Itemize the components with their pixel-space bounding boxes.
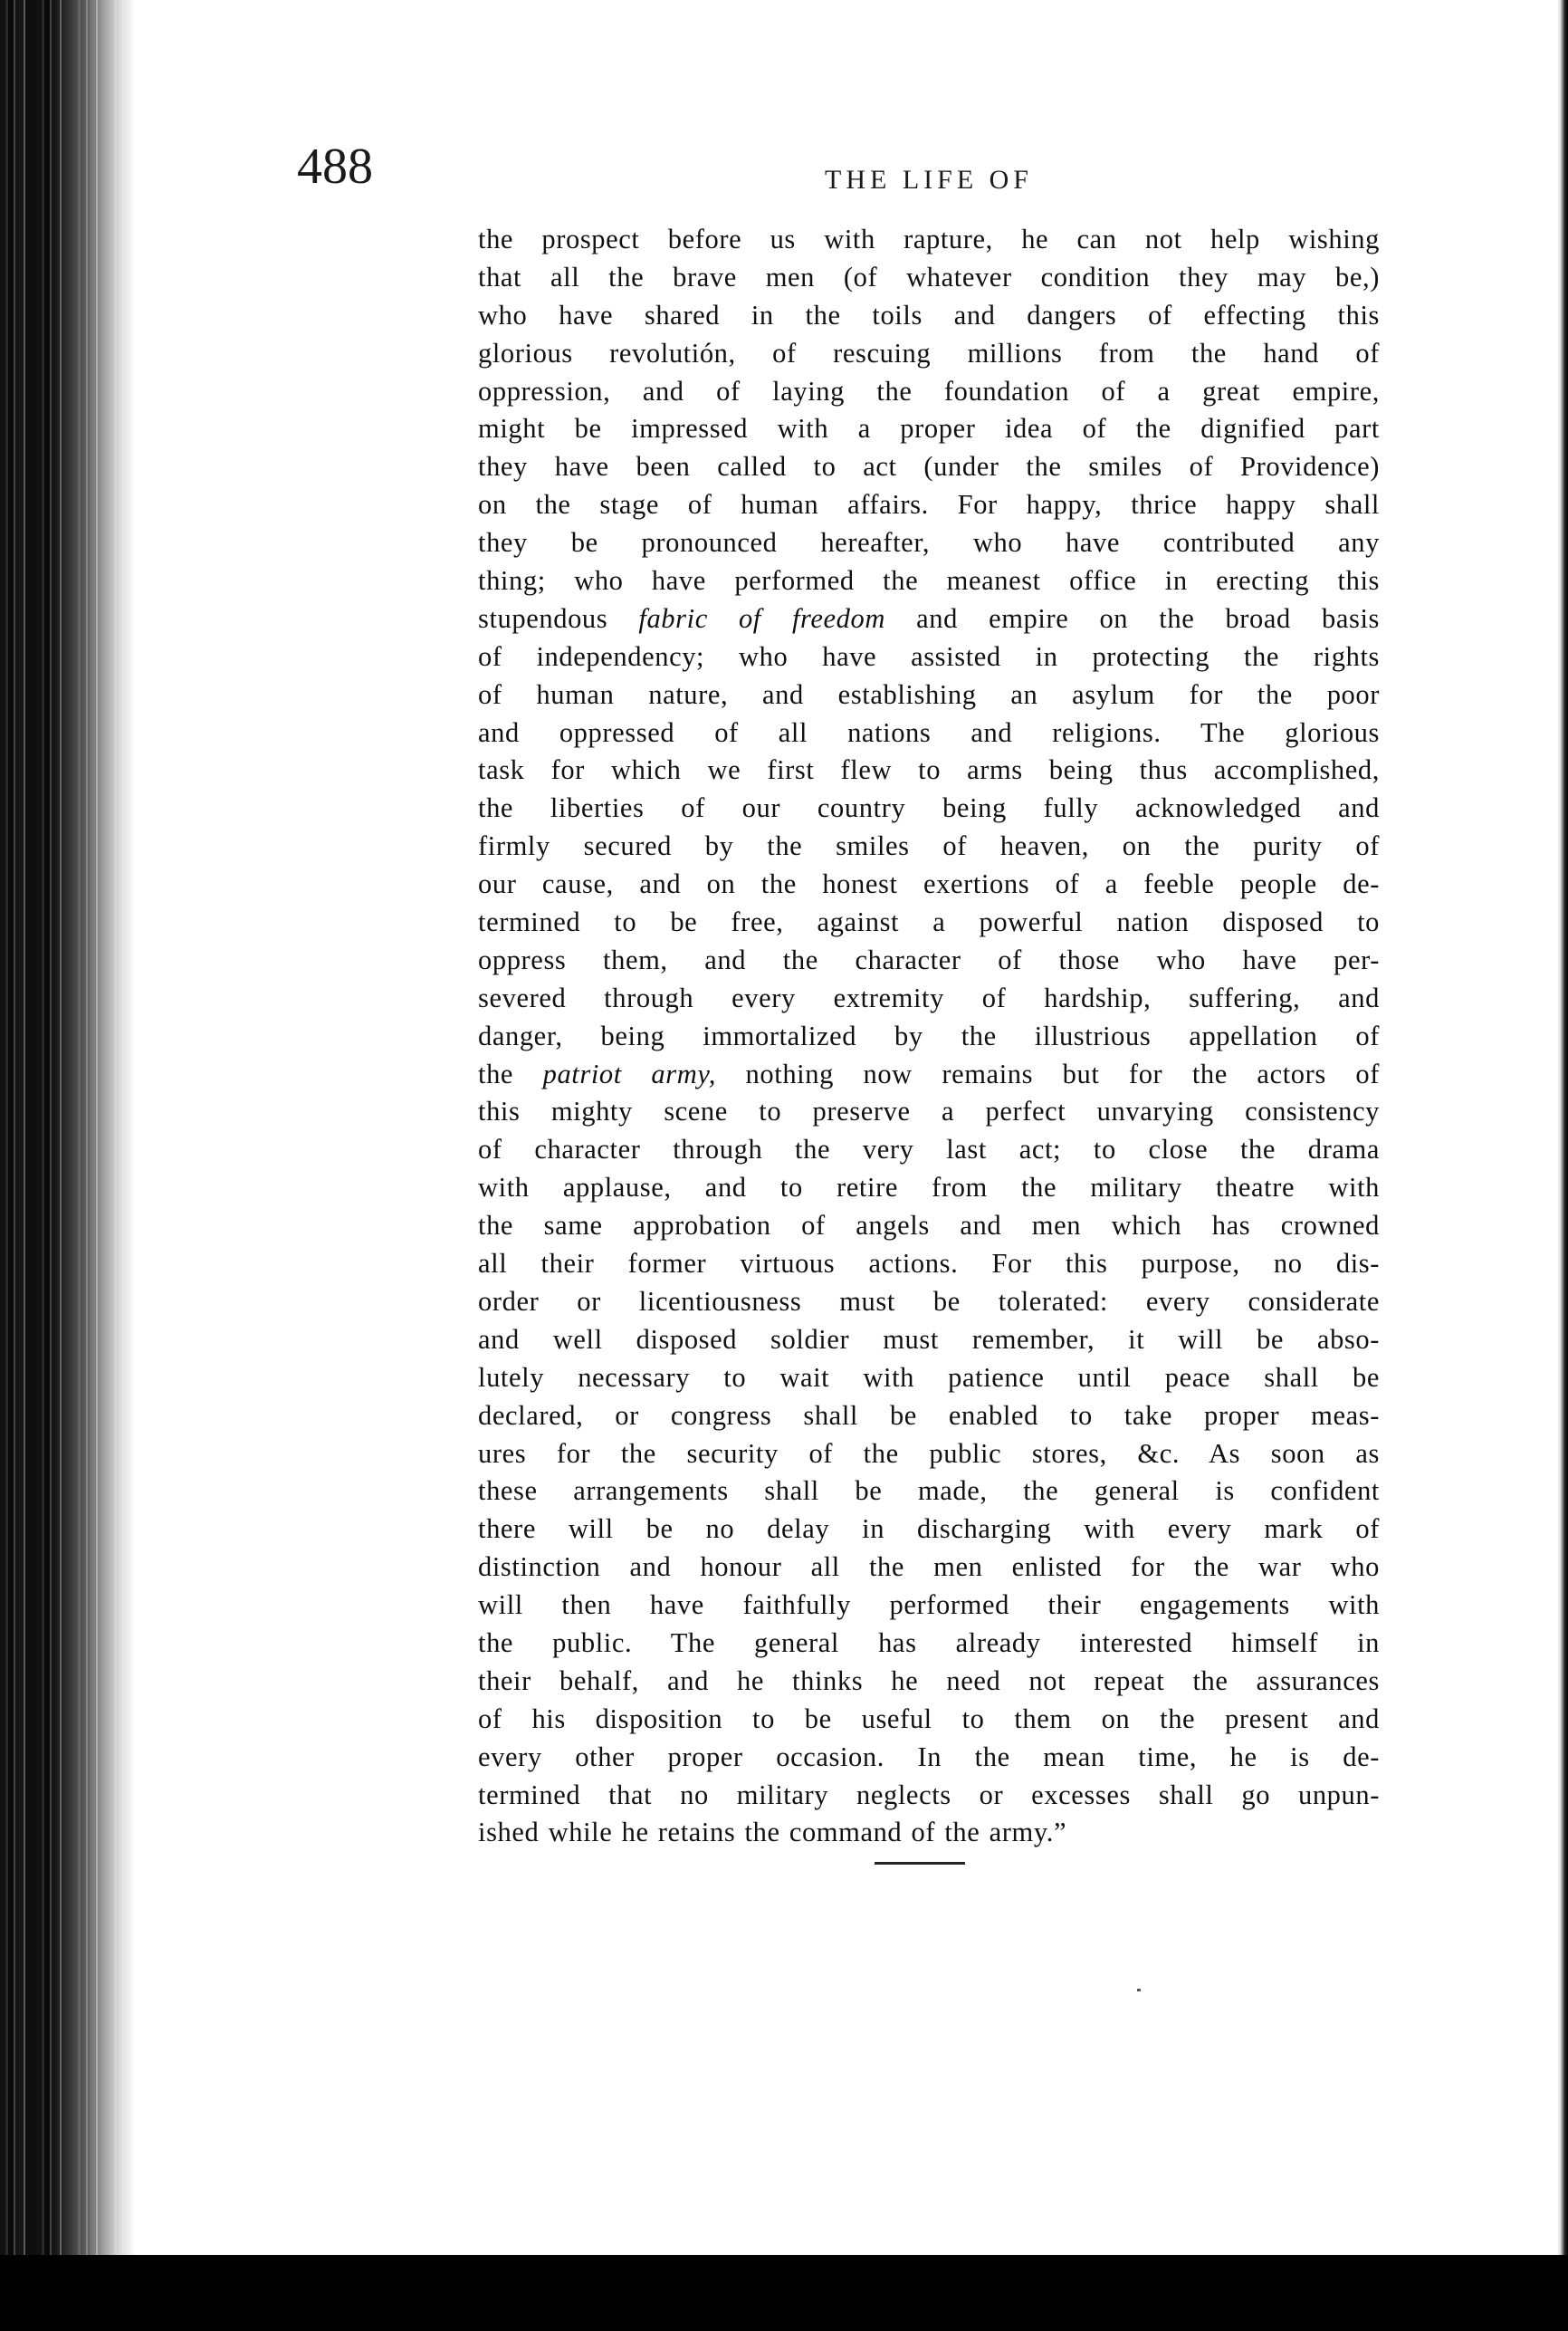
- text-line-segment: and empire on the broad basis: [885, 602, 1381, 634]
- italic-phrase: patriot army,: [542, 1058, 717, 1089]
- text-line: [478, 1435, 1380, 1473]
- text-line: [478, 904, 1380, 942]
- scan-bottom-border: [0, 2255, 1568, 2331]
- text-line: [478, 259, 1380, 297]
- text-line-segment: might be impressed with a proper idea of the dignified part: [478, 413, 1380, 445]
- text-line: [478, 600, 1380, 638]
- text-line-segment: they be pronounced hereafter, who have contributed any: [478, 527, 1380, 559]
- text-line-segment: oppression, and of laying the foundation of a great empire,: [478, 375, 1380, 407]
- text-line-segment: task for which we first flew to arms being thus accomplished,: [478, 754, 1380, 786]
- text-line-segment: and well disposed soldier must remember, it will be abso-: [478, 1323, 1380, 1355]
- text-line: [478, 638, 1380, 676]
- text-line: [478, 1245, 1380, 1283]
- text-line-segment: this mighty scene to preserve a perfect unvarying consistency: [478, 1096, 1380, 1127]
- text-line: [478, 1283, 1380, 1321]
- text-line: [478, 297, 1380, 335]
- text-line: [478, 373, 1380, 411]
- text-line-segment: ures for the security of the public stores, &c. As soon as: [478, 1437, 1380, 1469]
- text-line-segment: the same approbation of angels and men which has crowned: [478, 1210, 1380, 1242]
- text-line: [478, 1511, 1380, 1549]
- text-line-segment: glorious revolutión, of rescuing millions from the hand of: [478, 337, 1380, 369]
- page-number: 488: [297, 139, 373, 195]
- text-line: [478, 1169, 1380, 1207]
- text-line-segment: oppress them, and the character of those who have per-: [478, 944, 1380, 975]
- text-line-segment: their behalf, and he thinks he need not repeat the assurances: [478, 1664, 1380, 1696]
- text-line: [478, 1663, 1380, 1701]
- text-line: [478, 524, 1380, 562]
- text-line-segment: firmly secured by the smiles of heaven, on the purity of: [478, 830, 1380, 862]
- text-line: [478, 1321, 1380, 1359]
- text-line-segment: these arrangements shall be made, the general is confident: [478, 1475, 1380, 1507]
- text-line: [478, 562, 1380, 600]
- text-line: [478, 221, 1380, 259]
- text-line: [478, 1777, 1380, 1815]
- text-line: [478, 1207, 1380, 1245]
- text-line: [478, 410, 1380, 448]
- text-line: [478, 1018, 1380, 1056]
- italic-phrase: fabric of freedom: [638, 602, 885, 634]
- text-line-segment: severed through every extremity of hardship, suffering, and: [478, 982, 1380, 1013]
- text-line-segment: there will be no delay in discharging with every mark of: [478, 1513, 1380, 1545]
- text-line-segment: of independency; who have assisted in protecting the rights: [478, 640, 1380, 672]
- text-line: [478, 1472, 1380, 1511]
- text-line-segment: and oppressed of all nations and religions. The glorious: [478, 716, 1380, 748]
- text-line-segment: the: [478, 1058, 543, 1089]
- text-line-segment: our cause, and on the honest exertions of a feeble people de-: [478, 868, 1380, 900]
- text-line-segment: distinction and honour all the men enlisted for the war who: [478, 1551, 1380, 1583]
- text-line-segment: who have shared in the toils and dangers of effecting this: [478, 299, 1380, 331]
- text-line: [478, 715, 1380, 753]
- text-line: [478, 942, 1380, 980]
- text-line-segment: danger, being immortalized by the illustrious appellation of: [478, 1020, 1380, 1051]
- body-text: [478, 221, 1380, 1852]
- text-line: [478, 1549, 1380, 1587]
- text-line-segment: order or licentiousness must be tolerated: every considerate: [478, 1285, 1380, 1317]
- text-line-segment: thing; who have performed the meanest office in erecting this: [478, 565, 1380, 597]
- text-line: [478, 828, 1380, 866]
- text-line: [478, 752, 1380, 790]
- text-line: [478, 1814, 1380, 1852]
- text-line-segment: with applause, and to retire from the military theatre with: [478, 1172, 1380, 1204]
- text-line-segment: the public. The general has already interested himself in: [478, 1626, 1380, 1658]
- text-line: [478, 866, 1380, 904]
- text-line-segment: will then have faithfully performed their engagements with: [478, 1589, 1380, 1621]
- text-line: [478, 486, 1380, 524]
- text-line-segment: of character through the very last act; to close the drama: [478, 1134, 1380, 1166]
- text-line-segment: lutely necessary to wait with patience until peace shall be: [478, 1361, 1380, 1393]
- text-line: [478, 1587, 1380, 1625]
- gutter-shadow: [54, 0, 136, 2331]
- end-rule: [875, 1862, 965, 1865]
- text-line: [478, 335, 1380, 373]
- text-line: [478, 1131, 1380, 1169]
- text-line-segment: they have been called to act (under the smiles of Providence): [478, 451, 1380, 483]
- text-line: [478, 1359, 1380, 1397]
- text-line-segment: ished while he retains the command of the army.”: [478, 1817, 1067, 1848]
- text-line-segment: the prospect before us with rapture, he can not help wishing: [478, 224, 1380, 254]
- text-line-segment: the liberties of our country being fully acknowledged and: [478, 792, 1380, 824]
- text-line: [478, 676, 1380, 715]
- text-line-segment: stupendous: [478, 602, 639, 634]
- text-line: [478, 1397, 1380, 1435]
- text-line: [478, 1739, 1380, 1777]
- text-line: [478, 980, 1380, 1018]
- running-head: THE LIFE OF: [825, 165, 1033, 195]
- text-line-segment: declared, or congress shall be enabled to take proper meas-: [478, 1399, 1380, 1431]
- text-line: [478, 1093, 1380, 1131]
- text-line-segment: all their former virtuous actions. For this purpose, no dis-: [478, 1248, 1380, 1280]
- text-line-segment: of human nature, and establishing an asylum for the poor: [478, 678, 1380, 710]
- text-line: [478, 1056, 1380, 1094]
- text-line-segment: on the stage of human affairs. For happy, thrice happy shall: [478, 489, 1380, 521]
- text-line: [478, 1701, 1380, 1739]
- text-line-segment: of his disposition to be useful to them on the present and: [478, 1703, 1380, 1734]
- text-line-segment: every other proper occasion. In the mean time, he is de-: [478, 1741, 1380, 1772]
- text-line-segment: that all the brave men (of whatever condition they may be,): [478, 261, 1380, 293]
- text-line-segment: termined that no military neglects or excesses shall go unpun-: [478, 1779, 1380, 1810]
- text-line-segment: termined to be free, against a powerful nation disposed to: [478, 906, 1380, 938]
- text-line: [478, 790, 1380, 828]
- text-line: [478, 1625, 1380, 1663]
- text-line: [478, 448, 1380, 486]
- right-page-edge: [1557, 0, 1568, 2331]
- text-line-segment: nothing now remains but for the actors of: [716, 1058, 1380, 1089]
- scan-speck: [1137, 1989, 1141, 1991]
